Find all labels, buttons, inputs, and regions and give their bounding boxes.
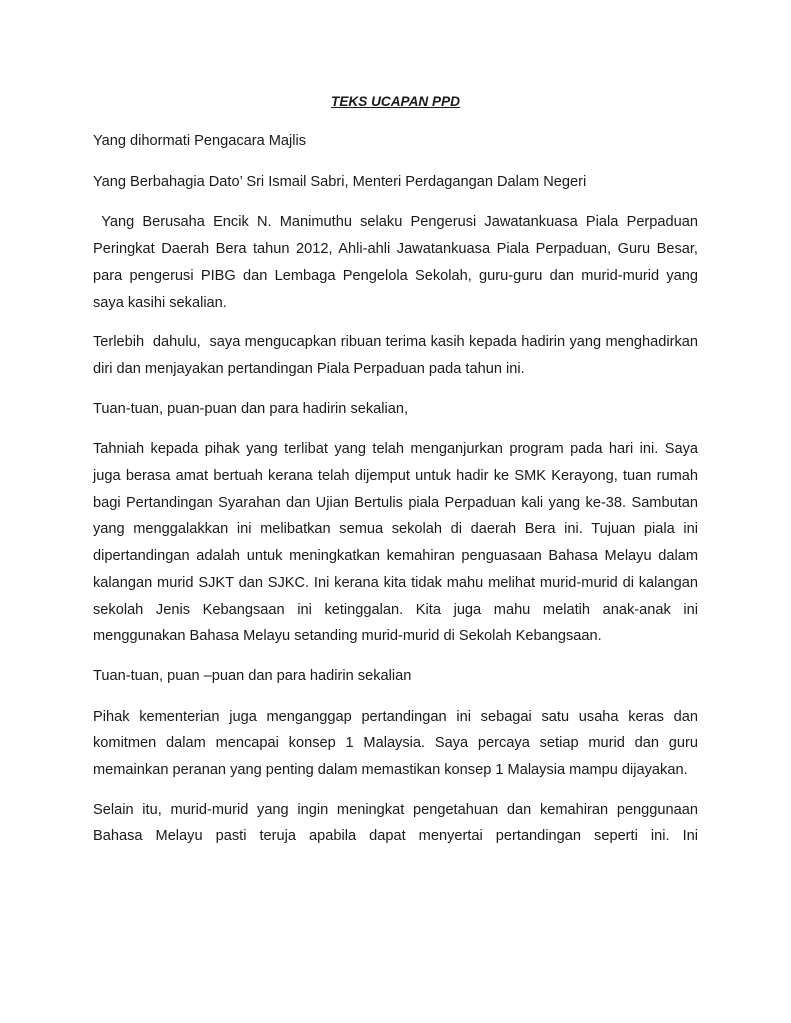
document-title: TEKS UCAPAN PPD — [331, 94, 460, 109]
body-paragraph: Terlebih dahulu, saya mengucapkan ribuan terima kasih kepada hadirin yang menghadirkan diri dan menjayakan pertandingan Piala Perpaduan pada tahun ini. — [93, 334, 703, 377]
body-paragraph: Pihak kementerian juga menganggap pertandingan ini sebagai satu usaha keras dan komitmen dalam mencapai konsep 1 Malaysia. Saya percaya setiap murid dan guru memainkan peranan yang penting dalam memastikan konsep 1 Malaysia mampu dijayakan. — [93, 708, 698, 779]
salutation-paragraph: Tuan-tuan, puan-puan dan para hadirin sekalian, — [93, 400, 409, 417]
salutation-paragraph: Yang Berusaha Encik N. Manimuthu selaku Pengerusi Jawatankuasa Piala Perpaduan Peringkat Daerah Bera tahun 2012, Ahli-ahli Jawatankuasa Piala Perpaduan, Guru Besar, para pengerusi PIBG dan Lembaga Pengelola Sekolah, guru-guru dan murid-murid yang saya kasihi sekalian. — [93, 214, 703, 311]
body-paragraph: Selain itu, murid-murid yang ingin meningkat pengetahuan dan kemahiran penggunaan Bahasa Melayu pasti teruja apabila dapat menyertai pertandingan seperti ini. Ini — [93, 801, 698, 845]
salutation-paragraph: Yang Berbahagia Dato’ Sri Ismail Sabri, Menteri Perdagangan Dalam Negeri — [93, 173, 587, 190]
document-body — [93, 92, 703, 863]
salutation-paragraph: Tuan-tuan, puan –puan dan para hadirin sekalian — [93, 667, 412, 684]
salutation-paragraph: Yang dihormati Pengacara Majlis — [93, 133, 307, 149]
body-paragraph: Tahniah kepada pihak yang terlibat yang telah menganjurkan program pada hari ini. Saya juga berasa amat bertuah kerana telah dijemput untuk hadir ke SMK Kerayong, tuan rumah bagi Pertandingan Syarahan dan Ujian Bertulis piala Perpaduan kali yang ke-38. Sambutan yang menggalakkan ini melibatkan semua sekolah di daerah Bera ini. Tujuan piala ini dipertandingan adalah untuk meningkatkan kemahiran penguasaan Bahasa Melayu dalam kalangan murid SJKT dan SJKC. Ini kerana kita tidak mahu melihat murid-murid di kalangan sekolah Jenis Kebangsaan ini ketinggalan. Kita juga mahu melatih anak-anak ini menggunakan Bahasa Melayu setanding murid-murid di Sekolah Kebangsaan. — [93, 441, 698, 645]
